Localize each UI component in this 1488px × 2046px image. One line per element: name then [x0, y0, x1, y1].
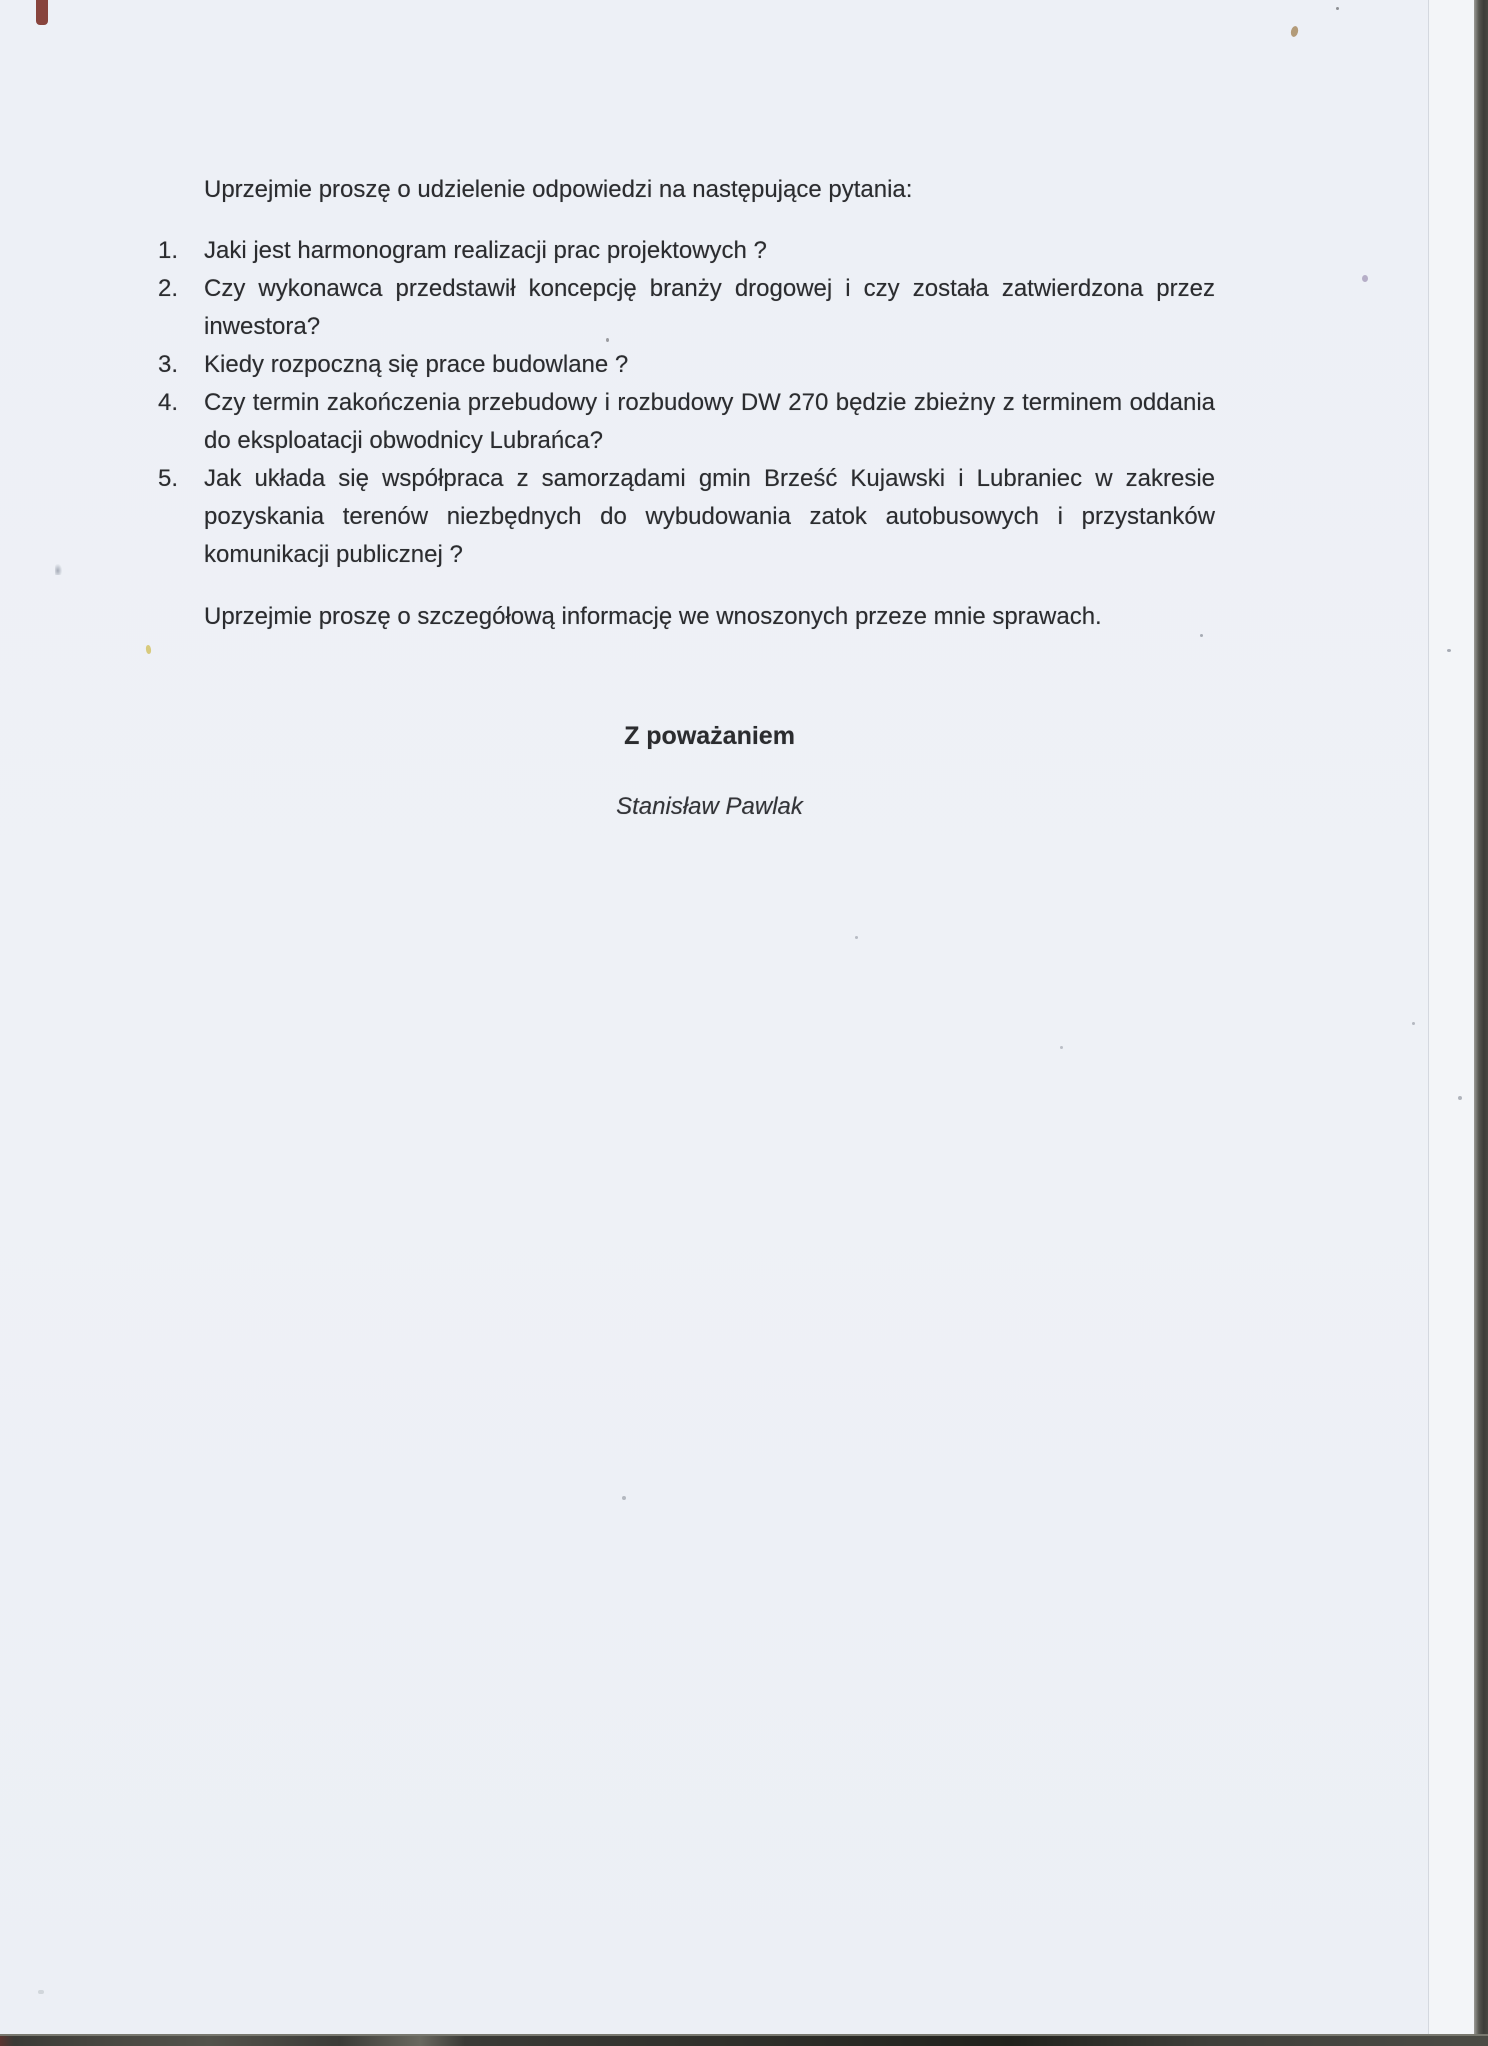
scanner-edge-right: [1474, 0, 1488, 2046]
scan-speck: [1362, 275, 1368, 282]
scan-speck: [1447, 649, 1451, 652]
scan-speck: [1412, 1022, 1415, 1025]
letter-intro: Uprzejmie proszę o udzielenie odpowiedzi na następujące pytania:: [204, 176, 913, 203]
question-text: Czy termin zakończenia przebudowy i rozbudowy DW 270 będzie zbieżny z terminem oddania do eksploatacji obwodnicy Lubrańca?: [204, 389, 1215, 454]
scan-speck: [1200, 634, 1203, 637]
question-item-4: [158, 384, 1215, 460]
paper-edge-strip: [1428, 0, 1476, 2046]
question-text: Czy wykonawca przedstawił koncepcję branży drogowej i czy została zatwierdzona przez inwestora?: [204, 275, 1215, 340]
scan-speck: [1290, 25, 1299, 37]
question-list: [158, 232, 1215, 574]
question-text: Kiedy rozpoczną się prace budowlane ?: [204, 351, 629, 378]
scan-speck: [1060, 1046, 1063, 1049]
question-text: Jaki jest harmonogram realizacji prac projektowych ?: [204, 237, 767, 264]
question-number: 1.: [158, 237, 179, 264]
scan-speck: [1458, 1096, 1462, 1100]
scanner-edge-bottom: [0, 2034, 1488, 2046]
question-item-5: [158, 460, 1215, 574]
question-number: 5.: [158, 465, 179, 492]
scan-speck: [55, 564, 62, 575]
letter-body: [158, 171, 1215, 826]
scan-speck: [855, 936, 858, 939]
question-number: 4.: [158, 389, 179, 416]
valediction: Z poważaniem: [624, 722, 795, 750]
question-text: Jak układa się współpraca z samorządami gmin Brześć Kujawski i Lubraniec w zakresie pozyskania terenów niezbędnych do wybudowania zatok autobusowych i przystanków komunikacji publicznej ?: [204, 465, 1215, 568]
closing-paragraph: Uprzejmie proszę o szczegółową informację we wnoszonych przeze mnie sprawach.: [204, 603, 1102, 630]
question-item-1: [158, 232, 1215, 270]
question-number: 2.: [158, 275, 179, 302]
question-item-3: [158, 346, 1215, 384]
scan-speck: [36, 0, 48, 25]
question-number: 3.: [158, 351, 179, 378]
question-item-2: [158, 270, 1215, 346]
scan-speck: [145, 645, 151, 655]
signature-name: Stanisław Pawlak: [616, 793, 803, 820]
scan-speck: [38, 1990, 44, 1994]
scan-speck: [1336, 7, 1339, 10]
scan-speck: [622, 1496, 626, 1500]
scan-speck: [606, 338, 609, 342]
